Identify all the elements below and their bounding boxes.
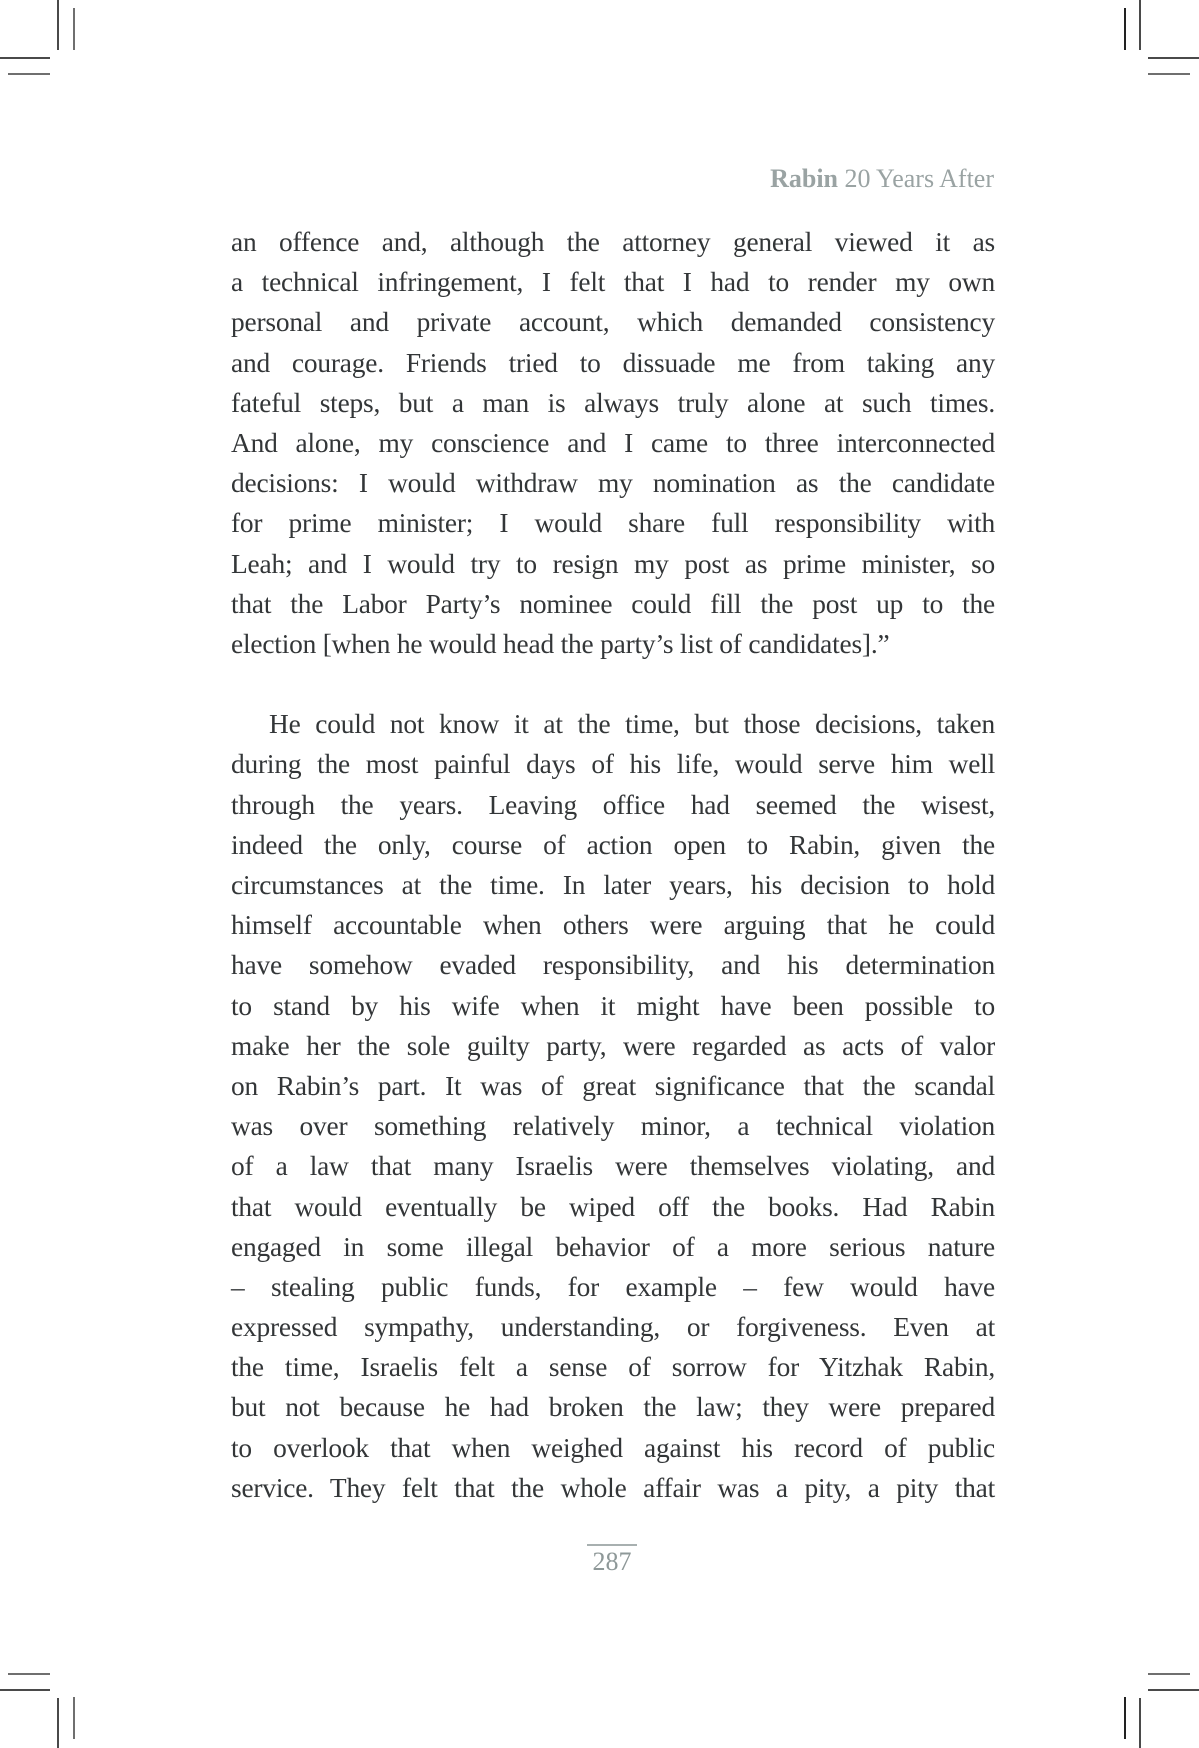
text-line: himself accountable when others were arguing that he could: [231, 910, 995, 941]
running-head-subtitle: 20 Years After: [838, 164, 994, 193]
text-line: to stand by his wife when it might have been possible to: [231, 990, 995, 1021]
text-line: service. They felt that the whole affair was a pity, a pity that: [231, 1472, 995, 1503]
paragraph: [231, 222, 995, 664]
text-line: during the most painful days of his life, would serve him well: [231, 749, 995, 780]
crop-mark-bottom-left-vertical-inner: [73, 1697, 75, 1739]
text-line: fateful steps, but a man is always truly alone at such times.: [231, 387, 995, 418]
text-line: expressed sympathy, understanding, or forgiveness. Even at: [231, 1312, 995, 1343]
text-line: that the Labor Party’s nominee could fill the post up to the: [231, 588, 995, 619]
text-line: He could not know it at the time, but those decisions, taken: [269, 709, 995, 740]
crop-mark-top-left-horizontal-outer: [0, 57, 50, 59]
text-line: decisions: I would withdraw my nomination as the candidate: [231, 468, 995, 499]
crop-mark-bottom-left-horizontal-outer: [0, 1689, 50, 1691]
running-head-bold-title: Rabin: [770, 164, 838, 193]
crop-mark-bottom-right-vertical-inner: [1124, 1697, 1126, 1739]
text-line: that would eventually be wiped off the books. Had Rabin: [231, 1191, 995, 1222]
text-line: a technical infringement, I felt that I had to render my own: [231, 267, 995, 298]
text-line: the time, Israelis felt a sense of sorrow for Yitzhak Rabin,: [231, 1352, 995, 1383]
text-line: was over something relatively minor, a technical violation: [231, 1111, 995, 1142]
text-line: on Rabin’s part. It was of great significance that the scandal: [231, 1070, 995, 1101]
text-line: engaged in some illegal behavior of a more serious nature: [231, 1231, 995, 1262]
text-line: to overlook that when weighed against his record of public: [231, 1432, 995, 1463]
crop-mark-top-left-vertical-inner: [73, 8, 75, 50]
text-line: an offence and, although the attorney general viewed it as: [231, 227, 995, 257]
paragraph: [231, 704, 995, 1508]
text-line: personal and private account, which demanded consistency: [231, 307, 995, 338]
text-line: have somehow evaded responsibility, and his determination: [231, 950, 995, 981]
body-text: [231, 222, 995, 1508]
crop-mark-top-left-vertical-outer: [57, 0, 59, 50]
text-line: and courage. Friends tried to dissuade me from taking any: [231, 347, 995, 378]
text-line: of a law that many Israelis were themselves violating, and: [231, 1151, 995, 1182]
crop-mark-bottom-left-vertical-outer: [57, 1698, 59, 1748]
paragraph-gap: [231, 664, 995, 704]
crop-mark-top-right-horizontal-outer: [1148, 57, 1199, 59]
text-line: And alone, my conscience and I came to three interconnected: [231, 427, 995, 458]
crop-mark-bottom-left-horizontal-inner: [8, 1673, 50, 1675]
crop-mark-bottom-right-horizontal-outer: [1148, 1689, 1199, 1691]
crop-mark-top-right-horizontal-inner: [1148, 73, 1190, 75]
text-line: election [when he would head the party’s list of candidates].”: [231, 628, 890, 659]
text-line: Leah; and I would try to resign my post as prime minister, so: [231, 548, 995, 579]
text-line: make her the sole guilty party, were regarded as acts of valor: [231, 1030, 995, 1061]
page-number: 287: [587, 1544, 637, 1576]
text-line: but not because he had broken the law; they were prepared: [231, 1392, 995, 1423]
text-line: for prime minister; I would share full responsibility with: [231, 508, 995, 539]
running-head: [770, 164, 994, 194]
crop-mark-top-right-vertical-outer: [1139, 0, 1141, 50]
crop-mark-top-left-horizontal-inner: [8, 73, 50, 75]
crop-mark-bottom-right-horizontal-inner: [1148, 1673, 1190, 1675]
text-line: – stealing public funds, for example – few would have: [231, 1271, 995, 1302]
crop-mark-bottom-right-vertical-outer: [1139, 1698, 1141, 1748]
text-line: through the years. Leaving office had seemed the wisest,: [231, 789, 995, 820]
text-line: indeed the only, course of action open to Rabin, given the: [231, 829, 995, 860]
crop-mark-top-right-vertical-inner: [1124, 8, 1126, 50]
text-line: circumstances at the time. In later years, his decision to hold: [231, 870, 995, 900]
